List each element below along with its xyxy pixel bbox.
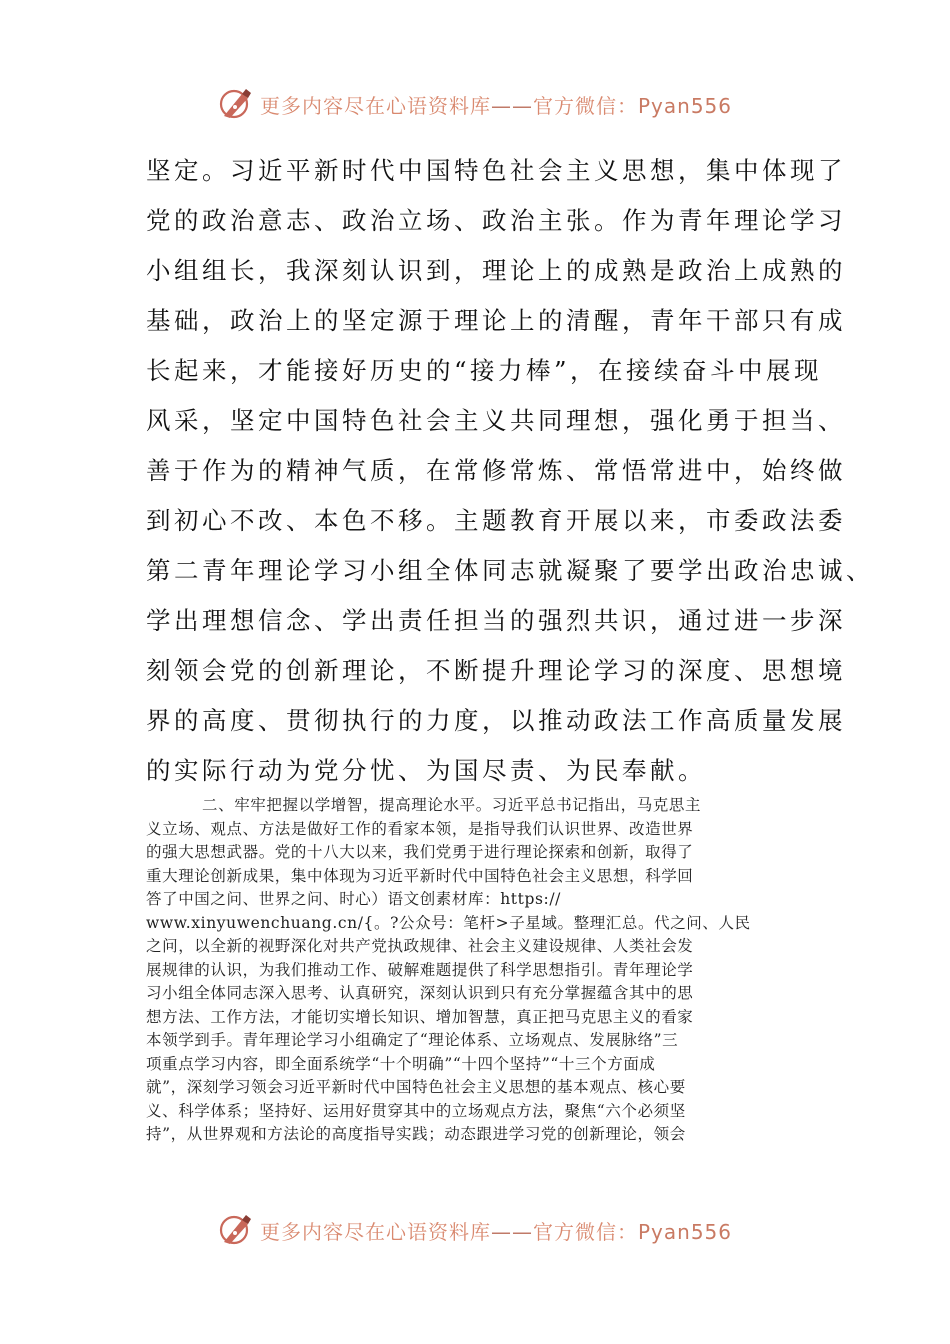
header-banner bbox=[0, 82, 950, 126]
banner-wechat-id: Pyan556 bbox=[637, 93, 732, 118]
text-line: 善于作为的精神气质，在常修常炼、常悟常进中，始终做 bbox=[146, 456, 846, 485]
text-line: 党的政治意志、政治立场、政治主张。作为青年理论学习 bbox=[146, 206, 846, 235]
text-line: 习小组全体同志深入思考、认真研究，深刻认识到只有充分掌握蕴含其中的思 bbox=[146, 984, 694, 1002]
banner-dash: —— bbox=[490, 93, 533, 118]
large-paragraph bbox=[146, 146, 874, 796]
text-line: 小组组长，我深刻认识到，理论上的成熟是政治上成熟的 bbox=[146, 256, 846, 285]
text-line: 的实际行动为党分忧、为国尽责、为民奉献。 bbox=[146, 756, 706, 785]
pen-nib-logo-icon bbox=[218, 86, 254, 122]
text-line: 展规律的认识，为我们推动工作、破解难题提供了科学思想指引。青年理论学 bbox=[146, 960, 694, 979]
text-line: 义立场、观点、方法是做好工作的看家本领，是指导我们认识世界、改造世界 bbox=[146, 819, 694, 838]
text-line: 重大理论创新成果，集中体现为习近平新时代中国特色社会主义思想，科学回 bbox=[146, 866, 694, 885]
text-line: 风采，坚定中国特色社会主义共同理想，强化勇于担当、 bbox=[146, 406, 846, 435]
small-paragraph bbox=[146, 794, 806, 1147]
pen-nib-logo-icon bbox=[218, 1212, 254, 1248]
text-line: 基础，政治上的坚定源于理论上的清醒，青年干部只有成 bbox=[146, 306, 846, 335]
footer-banner bbox=[0, 1208, 950, 1252]
text-line: 第二青年理论学习小组全体同志就凝聚了要学出政治忠诚、 bbox=[146, 556, 874, 585]
text-line: 就”，深刻学习领会习近平新时代中国特色社会主义思想的基本观点、核心要 bbox=[146, 1078, 686, 1096]
banner-site-name: 更多内容尽在心语资料库 bbox=[259, 93, 491, 118]
text-line: 之问，以全新的视野深化对共产党执政规律、社会主义建设规律、人类社会发 bbox=[146, 937, 694, 955]
banner-text bbox=[260, 90, 732, 119]
text-line: 刻领会党的创新理论，不断提升理论学习的深度、思想境 bbox=[146, 656, 846, 685]
banner-site-name: 更多内容尽在心语资料库 bbox=[259, 1219, 491, 1244]
text-line: 学出理想信念、学出责任担当的强烈共识，通过进一步深 bbox=[146, 606, 846, 635]
banner-text bbox=[260, 1216, 732, 1245]
text-line: 想方法、工作方法，才能切实增长知识、增加智慧，真正把马克思主义的看家 bbox=[146, 1007, 694, 1026]
text-line-url: www.xinyuwenchuang.cn/{。?公众号：笔杆>子星域。整理汇总。代之问、人民 bbox=[146, 913, 751, 932]
text-line: 界的高度、贯彻执行的力度，以推动政法工作高质量发展 bbox=[146, 706, 846, 735]
text-line: 义、科学体系；坚持好、运用好贯穿其中的立场观点方法，聚焦“六个必须坚 bbox=[146, 1101, 686, 1120]
text-line: 坚定。习近平新时代中国特色社会主义思想，集中体现了 bbox=[146, 156, 846, 185]
text-line: 答了中国之问、世界之问、时心）语文创素材库：https:// bbox=[146, 890, 561, 908]
text-line: 的强大思想武器。党的十八大以来，我们党勇于进行理论探索和创新，取得了 bbox=[146, 843, 694, 861]
banner-wechat-label: 官方微信： bbox=[532, 93, 638, 118]
banner-dash: —— bbox=[490, 1219, 533, 1244]
banner-wechat-label: 官方微信： bbox=[532, 1219, 638, 1244]
banner-wechat-id: Pyan556 bbox=[637, 1219, 732, 1244]
text-line: 持”，从世界观和方法论的高度指导实践；动态跟进学习党的创新理论，领会 bbox=[146, 1125, 686, 1143]
text-line: 二、牢牢把握以学增智，提高理论水平。习近平总书记指出，马克思主 bbox=[202, 796, 702, 814]
text-line: 本领学到手。青年理论学习小组确定了“理论体系、立场观点、发展脉络”三 bbox=[146, 1031, 679, 1049]
text-line: 到初心不改、本色不移。主题教育开展以来，市委政法委 bbox=[146, 506, 846, 535]
text-line: 项重点学习内容，即全面系统学“十个明确”“十四个坚持”“十三个方面成 bbox=[146, 1054, 656, 1073]
text-line: 长起来，才能接好历史的“接力棒”，在接续奋斗中展现 bbox=[146, 356, 823, 385]
